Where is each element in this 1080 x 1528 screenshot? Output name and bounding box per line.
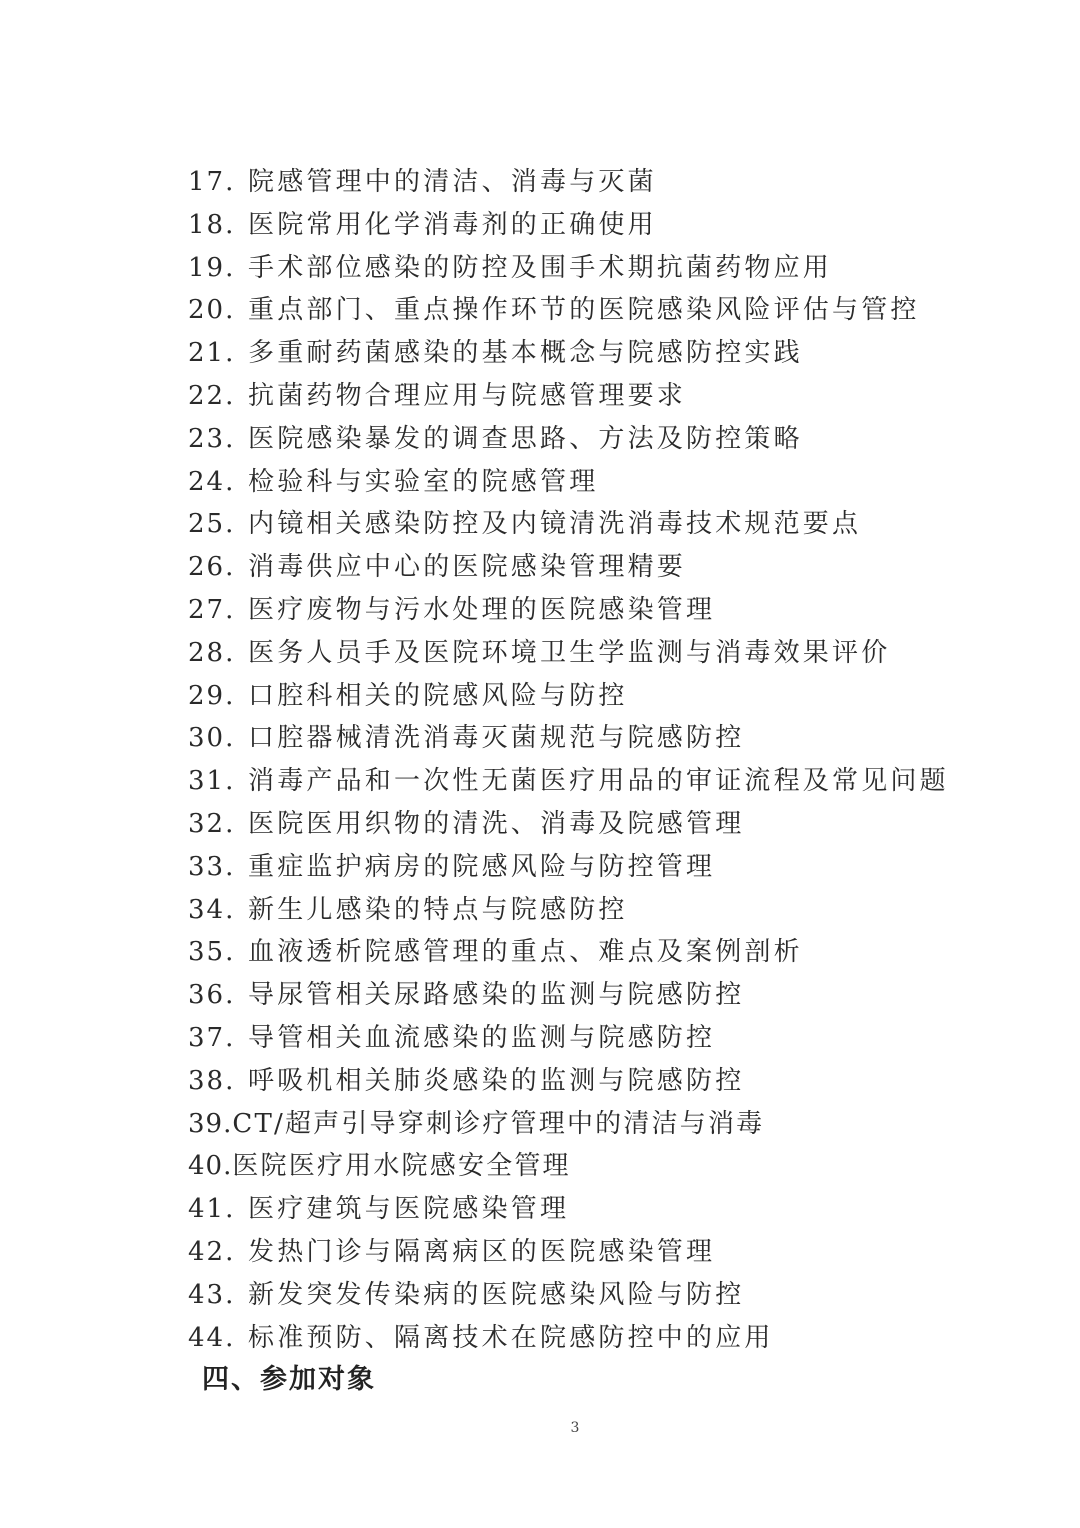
item-number: 23. bbox=[188, 423, 236, 454]
item-text: 重症监护病房的院感风险与防控管理 bbox=[248, 851, 716, 882]
item-text: 口腔科相关的院感风险与防控 bbox=[248, 680, 628, 711]
item-number: 31. bbox=[188, 766, 236, 797]
item-number: 38. bbox=[188, 1065, 236, 1096]
list-item bbox=[188, 931, 1048, 974]
list-item bbox=[188, 675, 1048, 718]
item-text: 口腔器械清洗消毒灭菌规范与院感防控 bbox=[248, 723, 745, 754]
item-text: 导管相关血流感染的监测与院感防控 bbox=[248, 1022, 716, 1053]
item-text: 多重耐药菌感染的基本概念与院感防控实践 bbox=[248, 338, 803, 369]
list-item bbox=[188, 889, 1048, 932]
item-number: 44. bbox=[188, 1322, 236, 1353]
item-number: 32. bbox=[188, 808, 236, 839]
item-number: 30. bbox=[188, 723, 236, 754]
list-item bbox=[188, 760, 1048, 803]
list-item bbox=[188, 546, 1048, 589]
item-text: 导尿管相关尿路感染的监测与院感防控 bbox=[248, 980, 745, 1011]
item-number: 41. bbox=[188, 1194, 236, 1225]
item-text: 手术部位感染的防控及围手术期抗菌药物应用 bbox=[248, 252, 833, 283]
course-topic-list bbox=[188, 161, 1048, 1359]
item-text: 消毒供应中心的医院感染管理精要 bbox=[248, 552, 687, 583]
item-text: 医务人员手及医院环境卫生学监测与消毒效果评价 bbox=[248, 637, 891, 668]
list-item bbox=[188, 247, 1048, 290]
item-text: 医院医疗用水院感安全管理 bbox=[232, 1151, 571, 1182]
list-item bbox=[188, 204, 1048, 247]
item-number: 40. bbox=[188, 1151, 233, 1182]
item-number: 19. bbox=[188, 252, 236, 283]
list-item bbox=[188, 289, 1048, 332]
item-number: 36. bbox=[188, 980, 236, 1011]
list-item bbox=[188, 1317, 1048, 1360]
item-number: 37. bbox=[188, 1022, 236, 1053]
item-text: 血液透析院感管理的重点、难点及案例剖析 bbox=[248, 937, 803, 968]
item-number: 34. bbox=[188, 894, 236, 925]
list-item bbox=[188, 589, 1048, 632]
item-number: 28. bbox=[188, 637, 236, 668]
item-text: 重点部门、重点操作环节的医院感染风险评估与管控 bbox=[248, 295, 920, 326]
item-number: 29. bbox=[188, 680, 236, 711]
item-text: 检验科与实验室的院感管理 bbox=[248, 466, 599, 497]
item-text: 抗菌药物合理应用与院感管理要求 bbox=[248, 380, 687, 411]
list-item bbox=[188, 1188, 1048, 1231]
list-item bbox=[188, 1103, 1048, 1146]
item-text: 内镜相关感染防控及内镜清洗消毒技术规范要点 bbox=[248, 509, 862, 540]
item-number: 43. bbox=[188, 1279, 236, 1310]
item-number: 25. bbox=[188, 509, 236, 540]
list-item bbox=[188, 803, 1048, 846]
list-item bbox=[188, 461, 1048, 504]
item-text: 标准预防、隔离技术在院感防控中的应用 bbox=[248, 1322, 774, 1353]
item-number: 35. bbox=[188, 937, 236, 968]
item-text: 新发突发传染病的医院感染风险与防控 bbox=[248, 1279, 745, 1310]
page-number: 3 bbox=[570, 1420, 580, 1436]
item-number: 33. bbox=[188, 851, 236, 882]
item-number: 42. bbox=[188, 1236, 236, 1267]
item-number: 20. bbox=[188, 295, 236, 326]
list-item bbox=[188, 503, 1048, 546]
item-text: 医疗废物与污水处理的医院感染管理 bbox=[248, 594, 716, 625]
item-text: 院感管理中的清洁、消毒与灭菌 bbox=[248, 167, 657, 197]
list-item bbox=[188, 1060, 1048, 1103]
list-item bbox=[188, 1274, 1048, 1317]
item-text: 医院常用化学消毒剂的正确使用 bbox=[248, 209, 657, 240]
item-text: 消毒产品和一次性无菌医疗用品的审证流程及常见问题 bbox=[248, 766, 949, 797]
item-number: 18. bbox=[188, 209, 236, 240]
list-item bbox=[188, 1145, 1048, 1188]
list-item bbox=[188, 717, 1048, 760]
list-item bbox=[188, 332, 1048, 375]
item-text: 新生儿感染的特点与院感防控 bbox=[248, 894, 628, 925]
item-number: 17. bbox=[188, 167, 236, 197]
list-item bbox=[188, 974, 1048, 1017]
item-number: 27. bbox=[188, 594, 236, 625]
item-number: 39. bbox=[188, 1108, 233, 1139]
section-heading: 四、参加对象 bbox=[202, 1364, 376, 1395]
item-text: 呼吸机相关肺炎感染的监测与院感防控 bbox=[248, 1065, 745, 1096]
item-text: 医院医用织物的清洗、消毒及院感管理 bbox=[248, 808, 745, 839]
item-number: 24. bbox=[188, 466, 236, 497]
item-text: 医疗建筑与医院感染管理 bbox=[248, 1194, 570, 1225]
list-item bbox=[188, 632, 1048, 675]
item-number: 22. bbox=[188, 380, 236, 411]
item-number: 26. bbox=[188, 552, 236, 583]
item-text: CT/超声引导穿刺诊疗管理中的清洁与消毒 bbox=[232, 1108, 765, 1139]
item-text: 发热门诊与隔离病区的医院感染管理 bbox=[248, 1236, 716, 1267]
list-item bbox=[188, 161, 1048, 204]
list-item bbox=[188, 1231, 1048, 1274]
list-item bbox=[188, 1017, 1048, 1060]
item-text: 医院感染暴发的调查思路、方法及防控策略 bbox=[248, 423, 803, 454]
list-item bbox=[188, 375, 1048, 418]
item-number: 21. bbox=[188, 338, 236, 369]
list-item bbox=[188, 418, 1048, 461]
list-item bbox=[188, 846, 1048, 889]
